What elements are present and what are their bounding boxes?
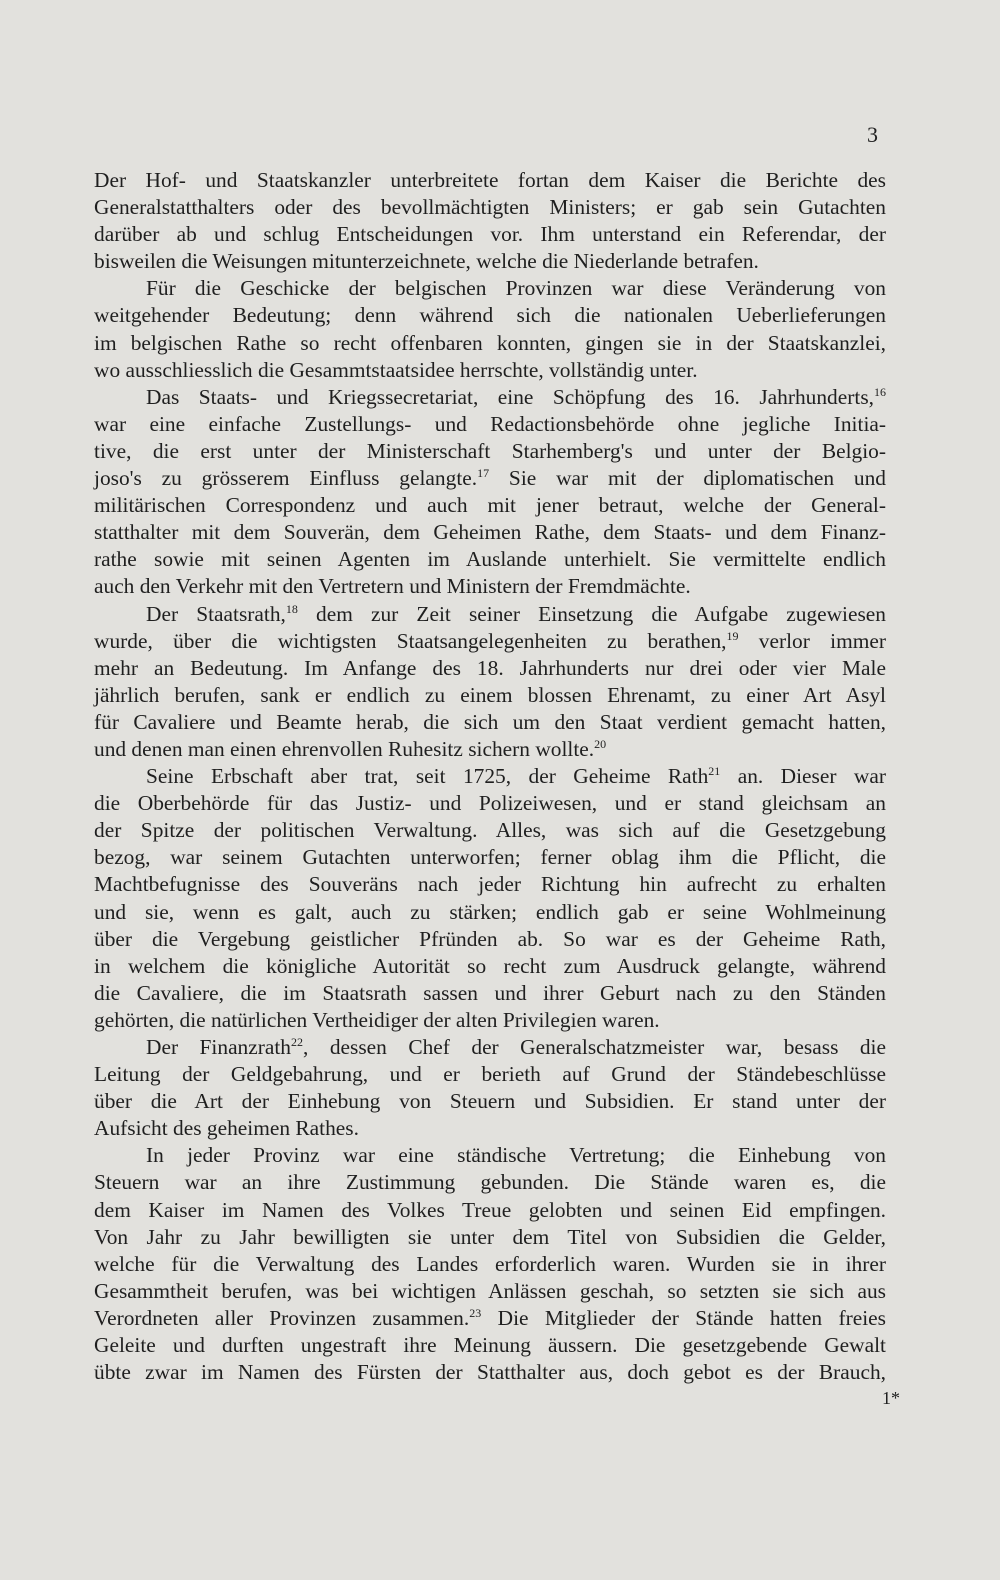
text-line (94, 1305, 886, 1332)
text-line-content: Seine Erbschaft aber trat, seit 1725, der Geheime Rath (146, 764, 709, 789)
text-line-continuation: Sie war mit der diplomatischen und (489, 466, 886, 491)
text-line (94, 1142, 886, 1169)
text-line (94, 519, 886, 546)
text-line-continuation: , dessen Chef der Generalschatzmeister war, besass die (303, 1035, 886, 1059)
footnote-ref: 20 (594, 736, 607, 751)
text-line-content: Der Staatsrath, (146, 601, 286, 626)
text-line (94, 601, 886, 628)
text-line-content: übte zwar im Namen des Fürsten der Statthalter aus, doch gebot es der Brauch, (94, 1360, 886, 1385)
footnote-ref: 22 (291, 1035, 304, 1049)
text-line-content: im belgischen Rathe so recht offenbaren konnten, gingen sie in der Staatskanzlei, (94, 330, 886, 355)
text-line (94, 980, 886, 1007)
text-line (94, 546, 886, 573)
text-line (94, 167, 886, 194)
text-line-content: Der Hof- und Staatskanzler unterbreitete fortan dem Kaiser die Berichte des (94, 168, 886, 192)
text-line-content: mehr an Bedeutung. Im Anfange des 18. Jahrhunderts nur drei oder vier Male (94, 655, 886, 680)
text-line-content: Für die Geschicke der belgischen Provinzen war diese Veränderung von (146, 276, 886, 301)
text-line (94, 248, 886, 275)
footnote-ref: 16 (874, 384, 886, 399)
text-line (94, 1332, 886, 1359)
text-line-continuation: an. Dieser war (720, 764, 886, 789)
text-line-content: weitgehender Bedeutung; denn während sich die nationalen Ueberlieferungen (94, 303, 886, 328)
text-line-content: auch den Verkehr mit den Vertretern und Ministern der Fremdmächte. (94, 574, 691, 599)
text-line (94, 1224, 886, 1251)
body-text (94, 167, 886, 1386)
footnote-ref: 17 (477, 466, 490, 481)
page-number: 3 (867, 122, 878, 147)
text-line-content: Leitung der Geldgebahrung, und er berieth auf Grund der Ständebeschlüsse (94, 1062, 886, 1087)
text-line-content: In jeder Provinz war eine ständische Vertretung; die Einhebung von (146, 1143, 886, 1168)
signature-mark: 1* (882, 1388, 900, 1408)
text-line (94, 1359, 886, 1386)
text-line (94, 194, 886, 221)
text-line-content: tive, die erst unter der Ministerschaft Starhemberg's und unter der Belgio- (94, 438, 886, 463)
text-line-content: Geleite und durften ungestraft ihre Meinung äussern. Die gesetzgebende Gewalt (94, 1333, 886, 1358)
text-line-content: Von Jahr zu Jahr bewilligten sie unter dem Titel von Subsidien die Gelder, (94, 1224, 886, 1249)
text-line-content: wurde, über die wichtigsten Staatsangelegenheiten zu berathen, (94, 628, 727, 653)
text-line-content: welche für die Verwaltung des Landes erforderlich waren. Wurden sie in ihrer (94, 1251, 886, 1276)
text-line-content: die Oberbehörde für das Justiz- und Polizeiwesen, und er stand gleichsam an (94, 791, 886, 816)
text-line (94, 1251, 886, 1278)
text-line (94, 330, 886, 357)
text-line-content: über die Art der Einhebung von Steuern und Subsidien. Er stand unter der (94, 1089, 886, 1114)
text-line (94, 438, 886, 465)
text-line-content: darüber ab und schlug Entscheidungen vor. Ihm unterstand ein Referendar, der (94, 222, 886, 247)
text-line (94, 1088, 886, 1115)
text-line (94, 682, 886, 709)
text-line (94, 871, 886, 898)
text-line-content: die Cavaliere, die im Staatsrath sassen und ihrer Geburt nach zu den Ständen (94, 980, 886, 1005)
text-line-content: Der Finanzrath (146, 1035, 292, 1059)
text-line-content: Das Staats- und Kriegssecretariat, eine Schöpfung des 16. Jahrhunderts, (146, 384, 874, 409)
text-line-content: Steuern war an ihre Zustimmung gebunden. Die Stände waren es, die (94, 1170, 886, 1195)
text-line (94, 790, 886, 817)
text-line-content: Machtbefugnisse des Souveräns nach jeder Richtung hin aufrecht zu erhalten (94, 872, 886, 897)
footnote-ref: 18 (285, 601, 298, 616)
footnote-ref: 23 (469, 1305, 482, 1320)
text-line-content: Aufsicht des geheimen Rathes. (94, 1116, 359, 1141)
text-line (94, 302, 886, 329)
text-line-continuation: verlor immer (738, 628, 886, 653)
text-line-content: bezog, war seinem Gutachten unterworfen; ferner oblag ihm die Pflicht, die (94, 845, 886, 870)
text-line (94, 1115, 886, 1142)
text-line (94, 221, 886, 248)
text-line (94, 1278, 886, 1305)
footnote-ref: 19 (726, 628, 739, 643)
text-line (94, 411, 886, 438)
text-line (94, 655, 886, 682)
text-line-content: Gesammtheit berufen, was bei wichtigen Anlässen geschah, so setzten sie sich aus (94, 1278, 886, 1303)
text-line-content: der Spitze der politischen Verwaltung. Alles, was sich auf die Gesetzgebung (94, 818, 886, 843)
text-line (94, 953, 886, 980)
text-line (94, 926, 886, 953)
text-line-content: statthalter mit dem Souverän, dem Geheimen Rathe, dem Staats- und dem Finanz- (94, 520, 886, 545)
text-line-content: in welchem die königliche Autorität so recht zum Ausdruck gelangte, während (94, 953, 886, 978)
text-line (94, 465, 886, 492)
text-line-content: war eine einfache Zustellungs- und Redactionsbehörde ohne jegliche Initia- (94, 411, 886, 436)
text-line (94, 736, 886, 763)
text-line (94, 899, 886, 926)
text-line (94, 357, 886, 384)
text-line-content: gehörten, die natürlichen Vertheidiger der alten Privilegien waren. (94, 1007, 660, 1032)
text-line (94, 573, 886, 600)
text-line (94, 1197, 886, 1224)
text-line-content: dem Kaiser im Namen des Volkes Treue gelobten und seinen Eid empfingen. (94, 1197, 886, 1222)
text-line (94, 1169, 886, 1196)
text-line-content: jährlich berufen, sank er endlich zu einem blossen Ehrenamt, zu einer Art Asyl (94, 682, 886, 707)
text-line-content: Generalstatthalters oder des bevollmächtigten Ministers; er gab sein Gutachten (94, 195, 886, 220)
text-line-content: joso's zu grösserem Einfluss gelangte. (94, 466, 478, 491)
text-line (94, 628, 886, 655)
text-line (94, 275, 886, 302)
text-line-continuation: Die Mitglieder der Stände hatten freies (481, 1305, 886, 1330)
text-line (94, 492, 886, 519)
text-line-content: für Cavaliere und Beamte herab, die sich um den Staat verdient gemacht hatten, (94, 709, 886, 734)
text-line-content: und denen man einen ehrenvollen Ruhesitz sichern wollte. (94, 736, 595, 761)
text-line-content: über die Vergebung geistlicher Pfründen ab. So war es der Geheime Rath, (94, 926, 886, 951)
text-line-content: und sie, wenn es galt, auch zu stärken; endlich gab er seine Wohlmeinung (94, 899, 886, 924)
footnote-ref: 21 (708, 764, 721, 779)
text-line-content: Verordneten aller Provinzen zusammen. (94, 1305, 470, 1330)
text-line-continuation: dem zur Zeit seiner Einsetzung die Aufgabe zugewiesen (297, 601, 886, 626)
text-line (94, 817, 886, 844)
text-line (94, 1007, 886, 1034)
text-line-content: militärischen Correspondenz und auch mit jener betraut, welche der General- (94, 493, 886, 518)
text-line (94, 763, 886, 790)
text-line-content: wo ausschliesslich die Gesammtstaatsidee herrschte, vollständig unter. (94, 357, 698, 382)
text-line (94, 844, 886, 871)
text-line-content: rathe sowie mit seinen Agenten im Auslande unterhielt. Sie vermittelte endlich (94, 547, 886, 572)
text-line (94, 1034, 886, 1061)
text-line (94, 709, 886, 736)
text-line (94, 384, 886, 411)
text-line-content: bisweilen die Weisungen mitunterzeichnete, welche die Niederlande betrafen. (94, 249, 759, 274)
text-line (94, 1061, 886, 1088)
